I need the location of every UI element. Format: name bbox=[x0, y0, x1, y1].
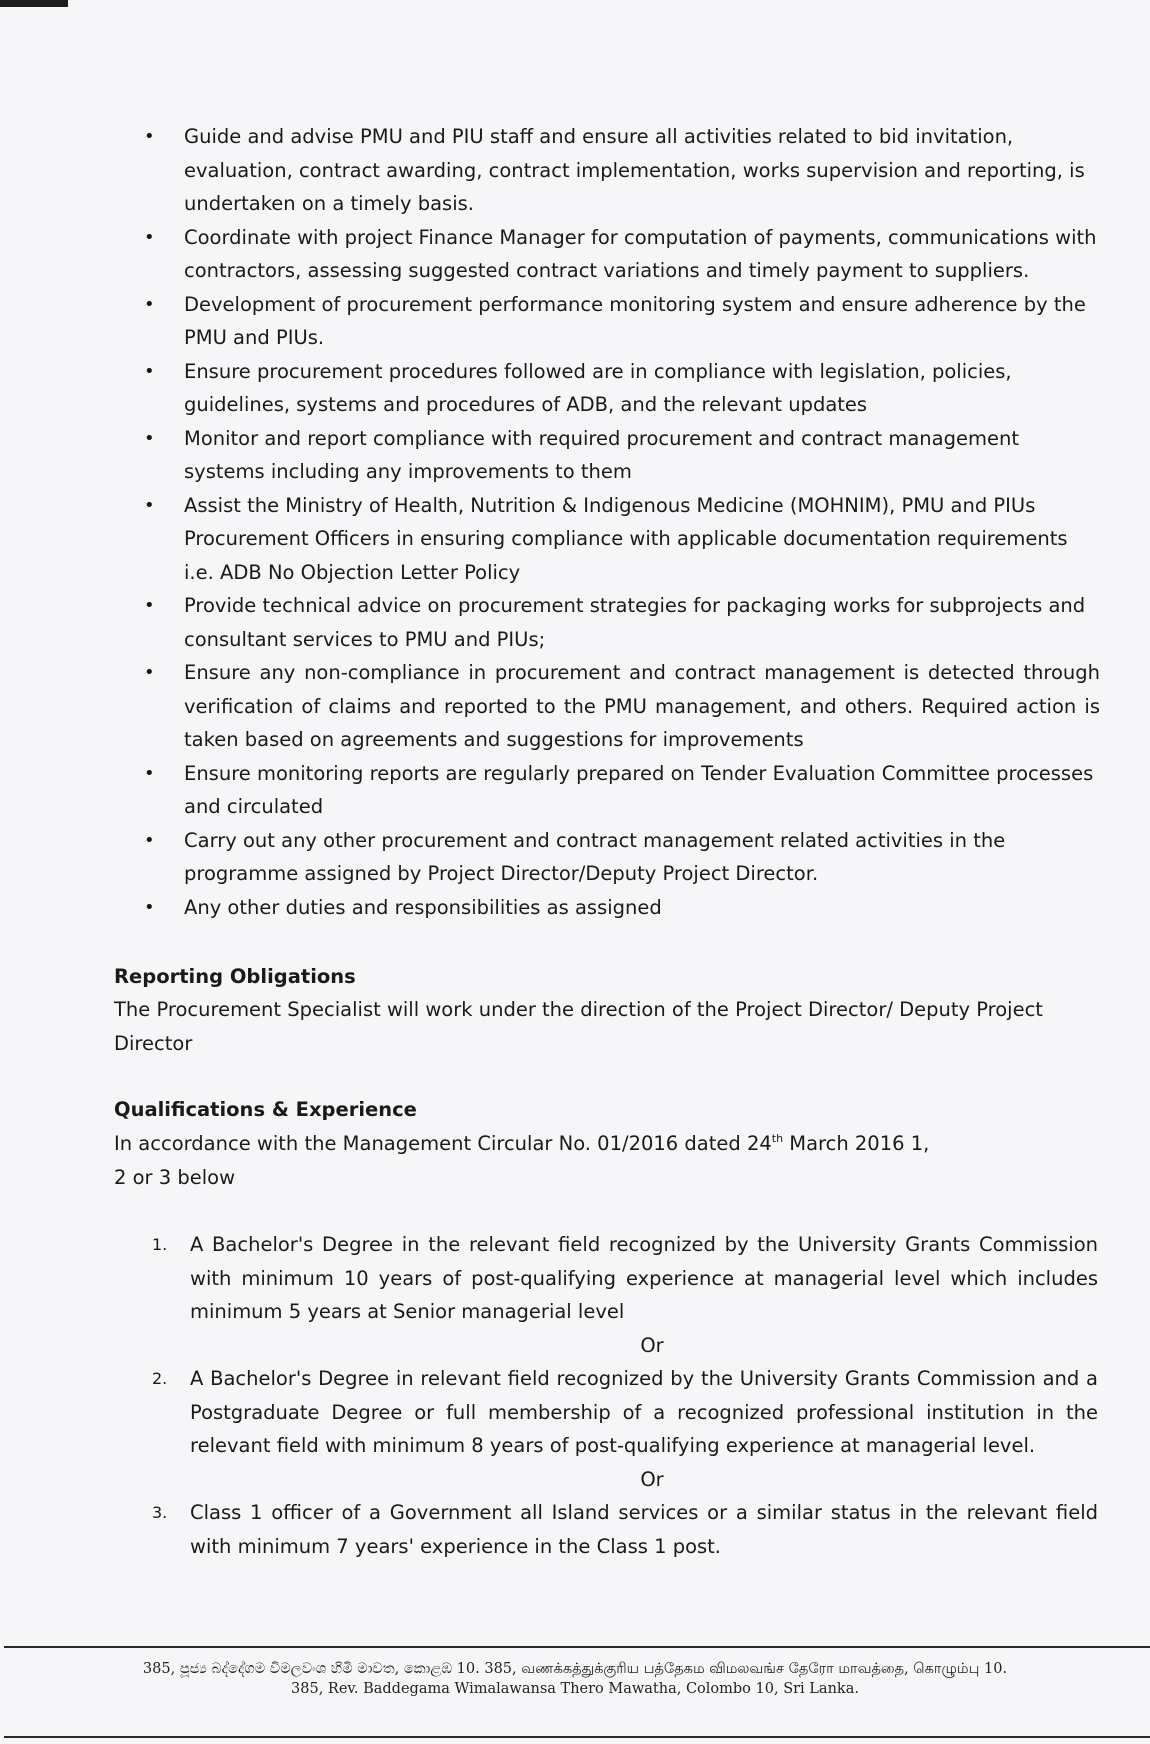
qualifications-intro bbox=[114, 1127, 934, 1194]
bullet-item bbox=[140, 288, 1100, 355]
bullet-icon: • bbox=[144, 896, 155, 918]
bullet-icon: • bbox=[144, 126, 155, 147]
item-number: 3. bbox=[152, 1503, 168, 1522]
or-separator: Or bbox=[640, 1333, 664, 1357]
scan-corner-mark bbox=[0, 0, 68, 7]
bullet-text: Coordinate with project Finance Manager for computation of payments, communications with contractors, assessing suggested contract variations and timely payment to suppliers. bbox=[184, 225, 1097, 282]
footer-top-rule bbox=[4, 1646, 1150, 1648]
or-separator: Or bbox=[640, 1467, 664, 1491]
bullet-item bbox=[140, 891, 1100, 925]
bullet-icon: • bbox=[144, 293, 155, 315]
item-text: A Bachelor's Degree in relevant field recognized by the University Grants Commission and a Postgraduate Degree or full membership of a recognized professional institution in the relevant field with minimum 8 years of post-qualifying experience at managerial level. bbox=[190, 1367, 1098, 1457]
footer-address-english: 385, Rev. Baddegama Wimalawansa Thero Mawatha, Colombo 10, Sri Lanka. bbox=[291, 1681, 859, 1697]
bullet-icon: • bbox=[144, 829, 155, 851]
bullet-item bbox=[140, 824, 1100, 891]
item-text: Class 1 officer of a Government all Island services or a similar status in the relevant field with minimum 7 years' experience in the Class 1 post. bbox=[190, 1501, 1098, 1558]
item-number: 1. bbox=[152, 1235, 168, 1254]
bullet-text: Ensure procurement procedures followed are in compliance with legislation, policies, guidelines, systems and procedures of ADB, and the relevant updates bbox=[184, 359, 1012, 416]
qualifications-list bbox=[150, 1228, 1098, 1563]
intro-text-continued: March 2016 1, 2 or 3 below bbox=[114, 1132, 930, 1189]
qualification-item bbox=[150, 1496, 1098, 1563]
bullet-item bbox=[140, 489, 1100, 590]
bullet-text: Guide and advise PMU and PIU staff and ensure all activities related to bid invitation, evaluation, contract awarding, contract implementation, works supervision and reporting, is undertaken on a timely basis. bbox=[184, 125, 1085, 215]
reporting-heading: Reporting Obligations bbox=[114, 965, 356, 988]
bullet-text: Carry out any other procurement and contract management related activities in the programme assigned by Project Director/Deputy Project Director. bbox=[184, 828, 1006, 885]
bullet-item bbox=[140, 757, 1100, 824]
qualifications-heading: Qualifications & Experience bbox=[114, 1098, 417, 1121]
bullet-item bbox=[140, 589, 1100, 656]
bullet-icon: • bbox=[144, 427, 155, 449]
bullet-text: Ensure any non-compliance in procurement and contract management is detected through verification of claims and reported to the PMU management, and others. Required action is taken based on agreements and suggestions for improvements bbox=[184, 661, 1100, 751]
bullet-text: Provide technical advice on procurement strategies for packaging works for subprojects and consultant services to PMU and PIUs; bbox=[184, 594, 1086, 651]
bullet-icon: • bbox=[144, 595, 155, 616]
footer-bottom-rule bbox=[4, 1736, 1150, 1738]
bullet-text: Monitor and report compliance with required procurement and contract management systems including any improvements to them bbox=[184, 426, 1019, 483]
bullet-item bbox=[140, 656, 1100, 757]
bullet-text: Ensure monitoring reports are regularly prepared on Tender Evaluation Committee processes and circulated bbox=[184, 761, 1094, 818]
bullet-item bbox=[140, 120, 1100, 221]
item-text: A Bachelor's Degree in the relevant field recognized by the University Grants Commission with minimum 10 years of post-qualifying experience at managerial level which includes minimum 5 years at Senior managerial level bbox=[190, 1233, 1098, 1323]
reporting-text: The Procurement Specialist will work under the direction of the Project Director/ Deputy Project Director bbox=[114, 998, 1043, 1055]
bullet-icon: • bbox=[144, 762, 155, 784]
qualification-item bbox=[150, 1362, 1098, 1463]
qualification-item bbox=[150, 1228, 1098, 1329]
bullet-icon: • bbox=[144, 226, 155, 248]
intro-superscript: th bbox=[771, 1132, 784, 1145]
bullet-icon: • bbox=[144, 360, 155, 382]
duties-bullet-list bbox=[140, 120, 1100, 924]
bullet-text: Development of procurement performance monitoring system and ensure adherence by the PMU and PIUs. bbox=[184, 292, 1086, 349]
intro-text: In accordance with the Management Circular No. 01/2016 dated 24 bbox=[114, 1132, 772, 1155]
bullet-icon: • bbox=[144, 494, 155, 516]
bullet-item bbox=[140, 355, 1100, 422]
bullet-text: Any other duties and responsibilities as assigned bbox=[184, 895, 662, 919]
footer-address-local: 385, පූජ්‍ය බද්දේගම විමලවංශ හිමි මාවත, කොළඹ 10. 385, வணக்கத்துக்குரிய பத்தேகம விமலவங்ச தேரோ மாவத்தை, கொழும்பு 10. bbox=[142, 1661, 1008, 1677]
item-number: 2. bbox=[152, 1369, 168, 1388]
bullet-item bbox=[140, 422, 1100, 489]
bullet-text: Assist the Ministry of Health, Nutrition & Indigenous Medicine (MOHNIM), PMU and PIUs Procurement Officers in ensuring compliance with applicable documentation requirements i.e. ADB No Objection Letter Policy bbox=[184, 493, 1068, 584]
bullet-item bbox=[140, 221, 1100, 288]
bullet-icon: • bbox=[144, 662, 155, 683]
